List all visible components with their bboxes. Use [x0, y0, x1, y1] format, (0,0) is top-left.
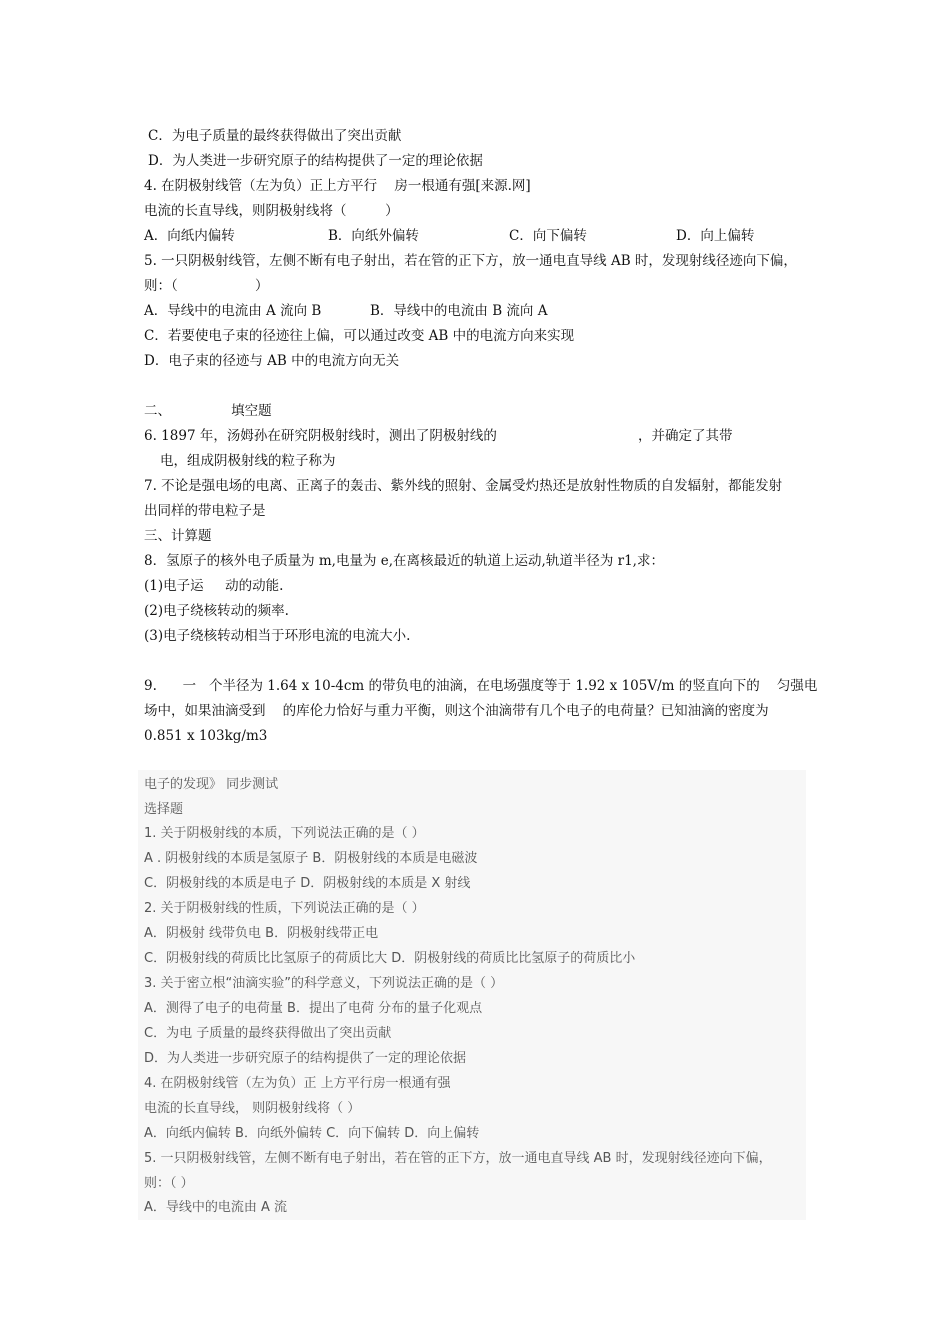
question-4-line2: 电流的长直导线，则阴极射线将（ ） — [144, 203, 399, 219]
pasted-q3-option-d: D．为人类进一步研究原子的结构提供了一定的理论依据 — [144, 1051, 467, 1066]
pasted-section-choice: 选择题 — [144, 802, 184, 817]
pasted-question-3: 3. 关于密立根“油滴实验”的科学意义，下列说法正确的是（ ） — [144, 976, 504, 991]
option-c-q3: C．为电子质量的最终获得做出了突出贡献 — [148, 128, 402, 144]
pasted-q2-options-ab: A．阴极射 线带负电 B．阴极射线带正电 — [144, 926, 379, 941]
pasted-question-5-line1: 5. 一只阴极射线管，左侧不断有电子射出，若在管的正下方，放一通电直导线 AB 时，发现射线径迹向下偏， — [144, 1151, 772, 1166]
pasted-question-2: 2. 关于阴极射线的性质，下列说法正确的是（ ） — [144, 901, 425, 916]
pasted-q1-options-ab: A . 阴极射线的本质是氢原子 B．阴极射线的本质是电磁波 — [144, 851, 478, 866]
question-7-line1: 7. 不论是强电场的电离、正离子的轰击、紫外线的照射、金属受灼热还是放射性物质的自发辐射，都能发射 — [144, 478, 783, 494]
option-c-q4: C．向下偏转 — [509, 228, 587, 244]
section-heading-fill-in: 二、 填空题 — [144, 403, 272, 419]
option-d-q4: D．向上偏转 — [676, 228, 755, 244]
option-d-q5: D．电子束的径迹与 AB 中的电流方向无关 — [144, 353, 400, 369]
question-8: 8．氢原子的核外电子质量为 m,电量为 e,在离核最近的轨道上运动,轨道半径为 r1,求： — [144, 553, 664, 569]
option-b-q4: B．向纸外偏转 — [328, 228, 419, 244]
pasted-q4-options: A．向纸内偏转 B．向纸外偏转 C．向下偏转 D．向上偏转 — [144, 1126, 480, 1141]
pasted-question-4-line2: 电流的长直导线， 则阴极射线将（ ） — [144, 1101, 361, 1116]
question-6-line1a: 6. 1897 年，汤姆孙在研究阴极射线时，测出了阴极射线的 — [144, 428, 497, 444]
question-9-line1: 9. 一 个半径为 1.64 x 10-4cm 的带负电的油滴，在电场强度等于 1.92 x 105V/m 的竖直向下的 匀强电 — [144, 678, 818, 694]
pasted-q2-options-cd: C．阴极射线的荷质比比氢原子的荷质比大 D．阴极射线的荷质比比氢原子的荷质比小 — [144, 951, 636, 966]
pasted-q1-options-cd: C．阴极射线的本质是电子 D．阴极射线的本质是 X 射线 — [144, 876, 471, 891]
pasted-question-1: 1. 关于阴极射线的本质，下列说法正确的是（ ） — [144, 826, 425, 841]
section-heading-calculation: 三、计算题 — [144, 528, 212, 544]
option-b-q5: B．导线中的电流由 B 流向 A — [370, 303, 548, 319]
question-8-part2: (2)电子绕核转动的频率. — [144, 603, 289, 619]
question-5-line1: 5. 一只阴极射线管，左侧不断有电子射出，若在管的正下方，放一通电直导线 AB 时，发现射线径迹向下偏， — [144, 253, 797, 269]
pasted-question-5-line2: 则：（ ） — [144, 1176, 194, 1191]
pasted-q3-options-ab: A．测得了电子的电荷量 B．提出了电荷 分布的量子化观点 — [144, 1001, 483, 1016]
question-6-line2: 电，组成阴极射线的粒子称为 — [160, 453, 336, 469]
question-5-line2: 则：（ ） — [144, 278, 269, 294]
pasted-q3-option-c: C．为电 子质量的最终获得做出了突出贡献 — [144, 1026, 392, 1041]
question-4-line1: 4. 在阴极射线管（左为负）正上方平行 房一根通有强[来源.网] — [144, 178, 531, 194]
option-c-q5: C．若要使电子束的径迹往上偏，可以通过改变 AB 中的电流方向来实现 — [144, 328, 575, 344]
pasted-q5-option-a: A．导线中的电流由 A 流 — [144, 1200, 288, 1215]
question-9-line3: 0.851 x 103kg/m3 — [144, 728, 268, 744]
question-7-line2: 出同样的带电粒子是 — [144, 503, 266, 519]
pasted-question-4-line1: 4. 在阴极射线管（左为负）正 上方平行房一根通有强 — [144, 1076, 451, 1091]
pasted-title: 电子的发现》 同步测试 — [144, 777, 279, 792]
question-8-part3: (3)电子绕核转动相当于环形电流的电流大小. — [144, 628, 411, 644]
question-9-line2: 场中，如果油滴受到 的库伦力恰好与重力平衡，则这个油滴带有几个电子的电荷量？已知油滴的密度为 — [144, 703, 769, 719]
option-a-q5: A．导线中的电流由 A 流向 B — [144, 303, 322, 319]
question-8-part1: (1)电子运 动的动能. — [144, 578, 284, 594]
option-a-q4: A．向纸内偏转 — [144, 228, 235, 244]
question-6-line1b: ，并确定了其带 — [638, 428, 733, 444]
option-d-q3: D．为人类进一步研究原子的结构提供了一定的理论依据 — [148, 153, 483, 169]
